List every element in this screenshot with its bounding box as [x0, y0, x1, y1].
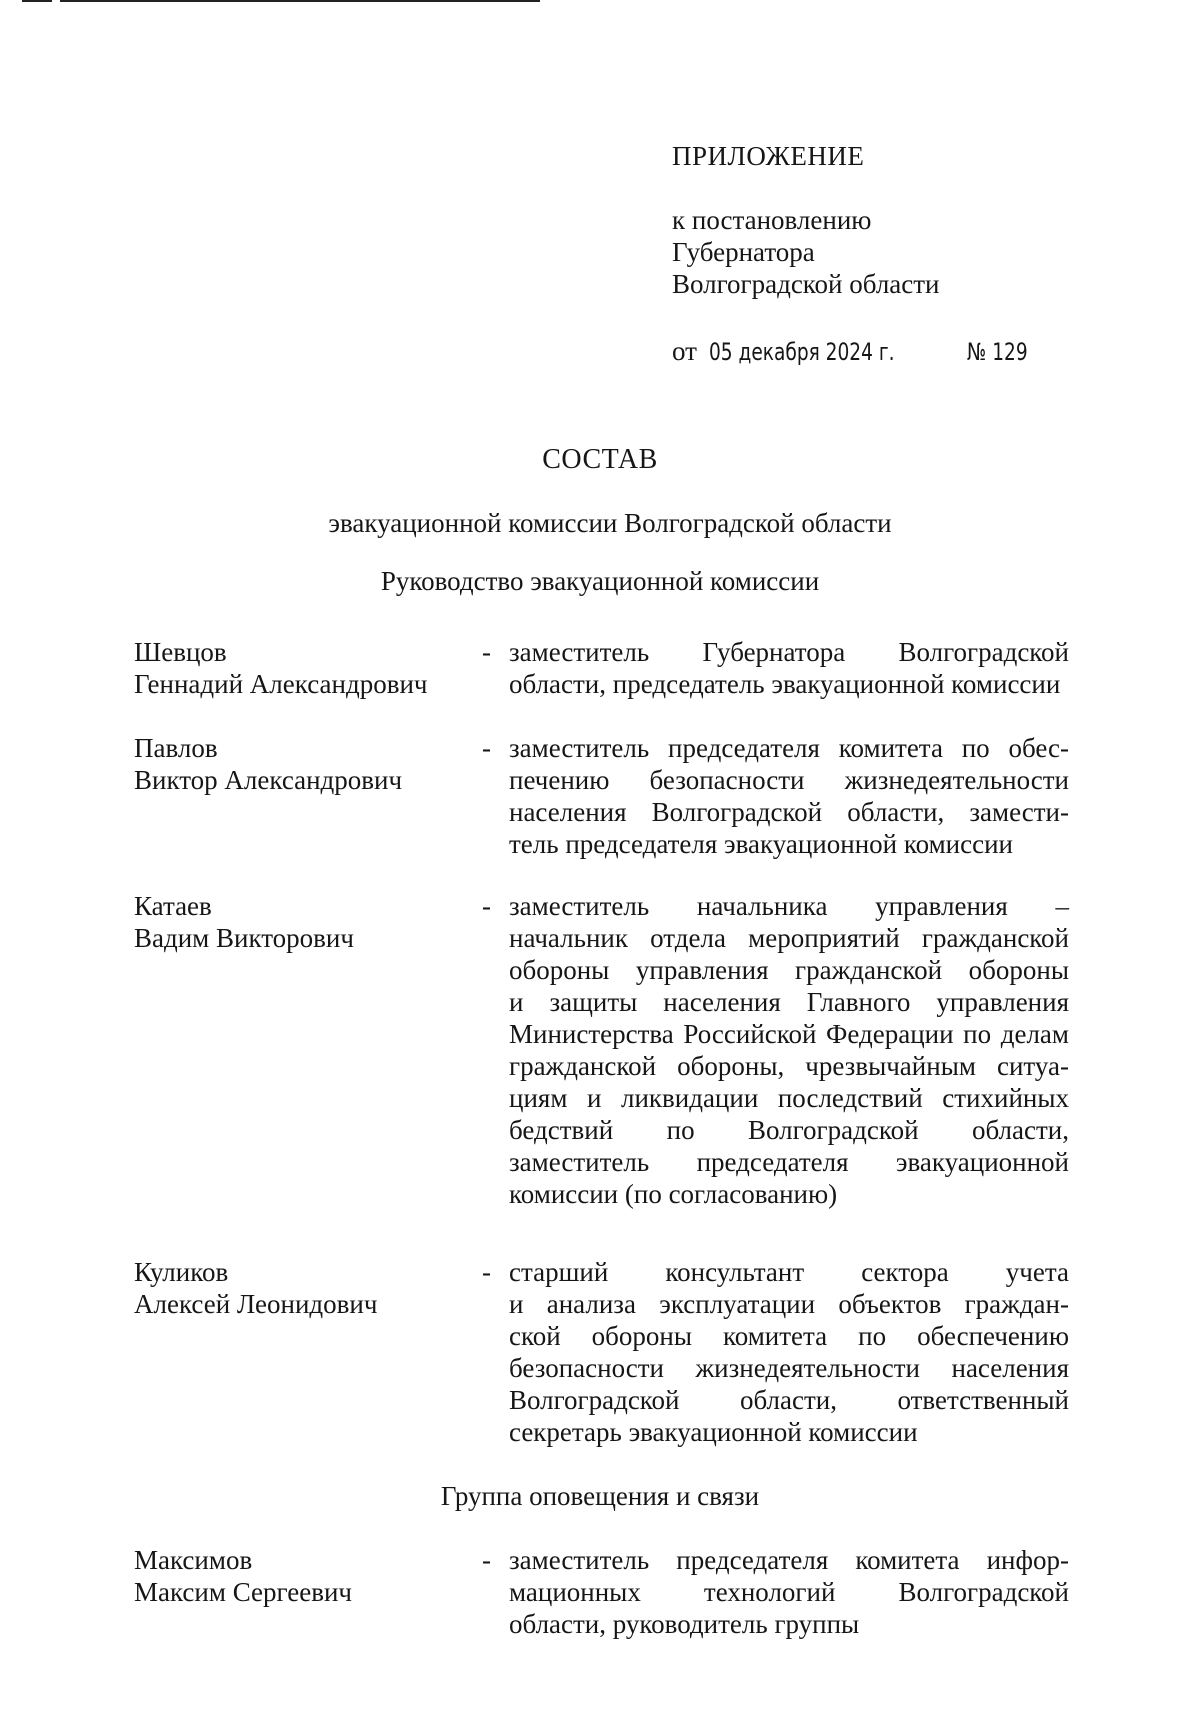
role-line: старший консультант сектора учета: [509, 1257, 1069, 1287]
role-line: области, председатель эвакуационной комиссии: [509, 669, 1061, 699]
role-line: и защиты населения Главного управления: [509, 987, 1069, 1017]
role-line: обороны управления гражданской обороны: [509, 955, 1069, 985]
appendix-title: ПРИЛОЖЕНИЕ: [672, 141, 865, 171]
role-line: заместитель председателя эвакуационной: [509, 1147, 1069, 1177]
role-line: мационных технологий Волгоградской: [509, 1577, 1069, 1607]
member-given-names: Вадим Викторович: [134, 923, 354, 953]
member-name: [134, 890, 474, 954]
role-line: начальник отдела мероприятий гражданской: [509, 923, 1069, 953]
member-dash: -: [482, 891, 491, 921]
role-line: Волгоградской области, ответственный: [509, 1385, 1069, 1415]
role-line: ской обороны комитета по обеспечению: [509, 1321, 1069, 1351]
role-line: печению безопасности жизнедеятельности: [509, 765, 1069, 795]
section-heading: Руководство эвакуационной комиссии: [380, 566, 820, 596]
scan-artifact-line: [60, 0, 540, 2]
member-surname: Катаев: [134, 891, 212, 921]
role-line: и анализа эксплуатации объектов граждан-: [509, 1289, 1069, 1319]
member-name: [134, 1256, 474, 1320]
member-role: [509, 890, 1069, 1210]
member-role: [509, 1256, 1069, 1448]
member-role: [509, 732, 1069, 860]
scan-artifact-line: [22, 0, 52, 2]
member-name: [134, 636, 474, 700]
appendix-block: [672, 140, 1092, 368]
appendix-ref-line: к постановлению: [672, 205, 872, 235]
member-surname: Куликов: [134, 1257, 229, 1287]
member-given-names: Виктор Александрович: [134, 765, 403, 795]
member-name: [134, 1544, 474, 1608]
role-line: тель председателя эвакуационной комиссии: [509, 829, 1013, 859]
member-dash: -: [482, 637, 491, 667]
role-line: области, руководитель группы: [509, 1609, 860, 1639]
member-role: [509, 636, 1069, 700]
member-name: [134, 732, 474, 796]
date-prefix: от: [672, 336, 697, 366]
role-line: заместитель начальника управления –: [509, 891, 1069, 921]
role-line: безопасности жизнедеятельности населения: [509, 1353, 1069, 1383]
role-line: заместитель Губернатора Волгоградской: [509, 637, 1069, 667]
appendix-reference: [672, 204, 1092, 300]
role-line: секретарь эвакуационной комиссии: [509, 1417, 918, 1447]
document-date: 05 декабря 2024 г.: [708, 338, 895, 366]
role-line: заместитель председателя комитета инфор-: [509, 1545, 1069, 1575]
role-line: гражданской обороны, чрезвычайным ситуа-: [509, 1051, 1069, 1081]
document-number: № 129: [966, 338, 1028, 366]
member-surname: Павлов: [134, 733, 218, 763]
role-line: заместитель председателя комитета по обес-: [509, 733, 1069, 763]
role-line: населения Волгоградской области, замести-: [509, 797, 1069, 827]
member-surname: Шевцов: [134, 637, 227, 667]
member-dash: -: [482, 733, 491, 763]
appendix-date-line: [672, 335, 1092, 368]
role-line: бедствий по Волгоградской области,: [509, 1115, 1069, 1145]
member-role: [509, 1544, 1069, 1640]
member-surname: Максимов: [134, 1545, 253, 1575]
member-given-names: Геннадий Александрович: [134, 669, 428, 699]
document-subtitle: эвакуационной комиссии Волгоградской области: [328, 508, 892, 538]
member-dash: -: [482, 1545, 491, 1575]
member-given-names: Максим Сергеевич: [134, 1577, 352, 1607]
role-line: циям и ликвидации последствий стихийных: [509, 1083, 1069, 1113]
member-given-names: Алексей Леонидович: [134, 1289, 378, 1319]
member-dash: -: [482, 1257, 491, 1287]
appendix-ref-line: Волгоградской области: [672, 269, 940, 299]
appendix-ref-line: Губернатора: [672, 237, 815, 267]
role-line: Министерства Российской Федерации по делам: [509, 1019, 1069, 1049]
document-title: СОСТАВ: [542, 444, 658, 475]
section-heading: Группа оповещения и связи: [440, 1481, 760, 1511]
role-line: комиссии (по согласованию): [509, 1179, 838, 1209]
